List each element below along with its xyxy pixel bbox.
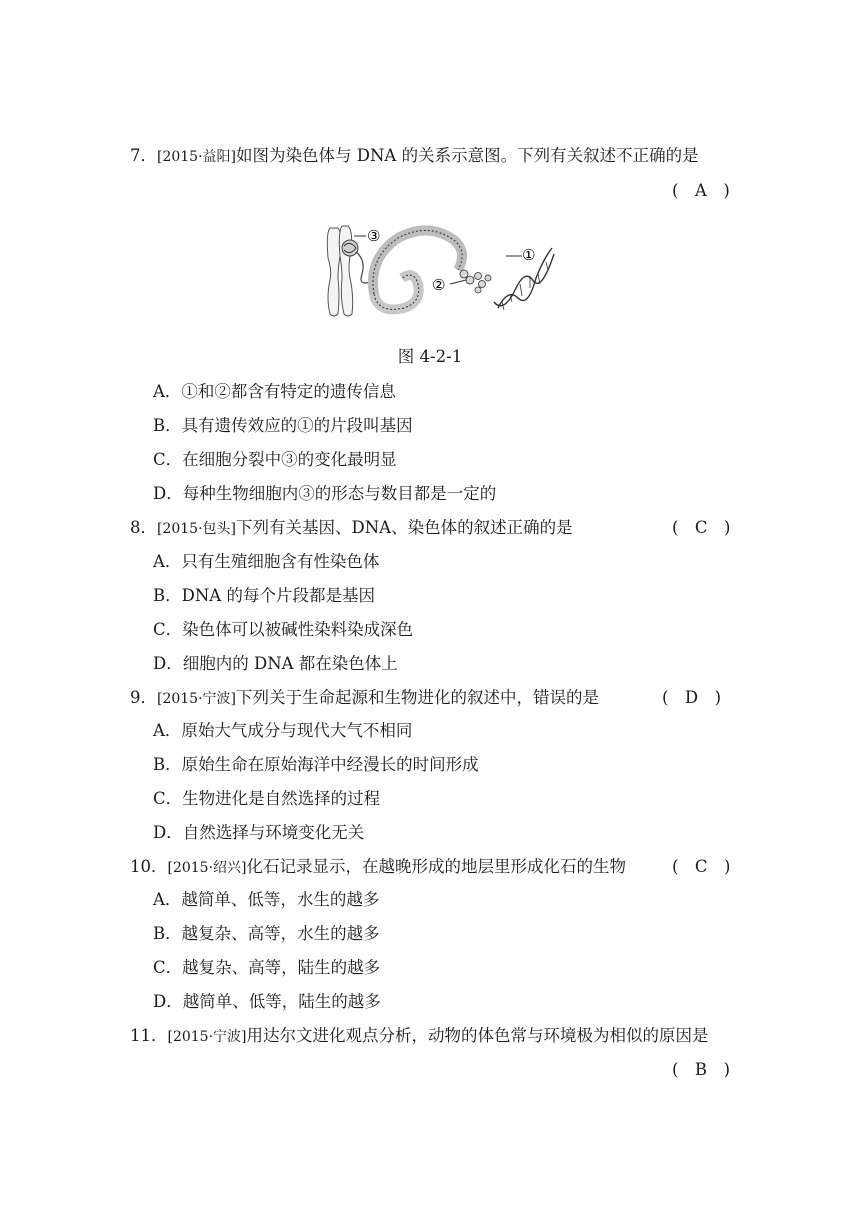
- figure-label-2: ②: [432, 276, 446, 294]
- option-b: B．DNA 的每个片段都是基因: [153, 586, 375, 605]
- chromosome-illustration: [327, 226, 358, 316]
- option-a: A．原始大气成分与现代大气不相同: [153, 721, 413, 740]
- option-a: A．越简单、低等，水生的越多: [153, 890, 380, 909]
- option-c: C．染色体可以被碱性染料染成深色: [153, 620, 414, 639]
- question-number: 7．: [130, 146, 157, 165]
- question-text: 下列关于生命起源和生物进化的叙述中，错误的是: [236, 688, 600, 707]
- question-number: 9．: [130, 688, 157, 707]
- option-d: D．细胞内的 DNA 都在染色体上: [153, 654, 398, 673]
- question-9-stem: [130, 687, 860, 710]
- question-number: 10．: [130, 857, 168, 876]
- coiled-chromatin-illustration: [373, 230, 462, 309]
- option-a: A．只有生殖细胞含有性染色体: [153, 552, 380, 571]
- question-source: [2015·包头]: [157, 521, 237, 537]
- option-a: A．①和②都含有特定的遗传信息: [153, 382, 396, 401]
- figure-label-1: ①: [522, 246, 536, 264]
- question-number: 11．: [130, 1026, 168, 1045]
- question-text: 化石记录显示，在越晚形成的地层里形成化石的生物: [246, 857, 627, 876]
- nucleosome-beads: [460, 270, 491, 293]
- question-10-stem: [130, 856, 860, 879]
- question-source: [2015·益阳]: [157, 149, 237, 165]
- option-b: B．原始生命在原始海洋中经漫长的时间形成: [153, 755, 479, 774]
- option-b: B．越复杂、高等，水生的越多: [153, 924, 380, 943]
- question-source: [2015·宁波]: [167, 1029, 247, 1045]
- option-d: D．自然选择与环境变化无关: [153, 823, 365, 842]
- question-text: 如图为染色体与 DNA 的关系示意图。下列有关叙述不正确的是: [236, 146, 699, 165]
- answer-bracket: ( D ): [662, 688, 722, 707]
- option-d: D．越简单、低等，陆生的越多: [153, 992, 381, 1011]
- option-c: C．生物进化是自然选择的过程: [153, 789, 381, 808]
- option-c: C．在细胞分裂中③的变化最明显: [153, 450, 397, 469]
- figure-label-3: ③: [367, 227, 381, 245]
- question-7-stem: [130, 145, 860, 168]
- answer-bracket: ( C ): [672, 518, 731, 537]
- answer-bracket: ( B ): [672, 1060, 730, 1079]
- question-8-stem: [130, 517, 860, 540]
- option-b: B．具有遗传效应的①的片段叫基因: [153, 416, 413, 435]
- question-source: [2015·宁波]: [157, 691, 237, 707]
- option-c: C．越复杂、高等，陆生的越多: [153, 958, 381, 977]
- answer-bracket: ( C ): [672, 857, 731, 876]
- question-text: 用达尔文进化观点分析，动物的体色常与环境极为相似的原因是: [246, 1026, 709, 1045]
- chromosome-dna-diagram: [318, 218, 558, 326]
- question-11-stem: [130, 1025, 860, 1048]
- question-text: 下列有关基因、DNA、染色体的叙述正确的是: [236, 518, 573, 537]
- option-d: D．每种生物细胞内③的形态与数目都是一定的: [153, 484, 497, 503]
- question-number: 8．: [130, 518, 157, 537]
- question-source: [2015·绍兴]: [167, 860, 247, 876]
- answer-bracket: ( A ): [672, 181, 730, 200]
- figure-caption: 图 4-2-1: [397, 347, 463, 366]
